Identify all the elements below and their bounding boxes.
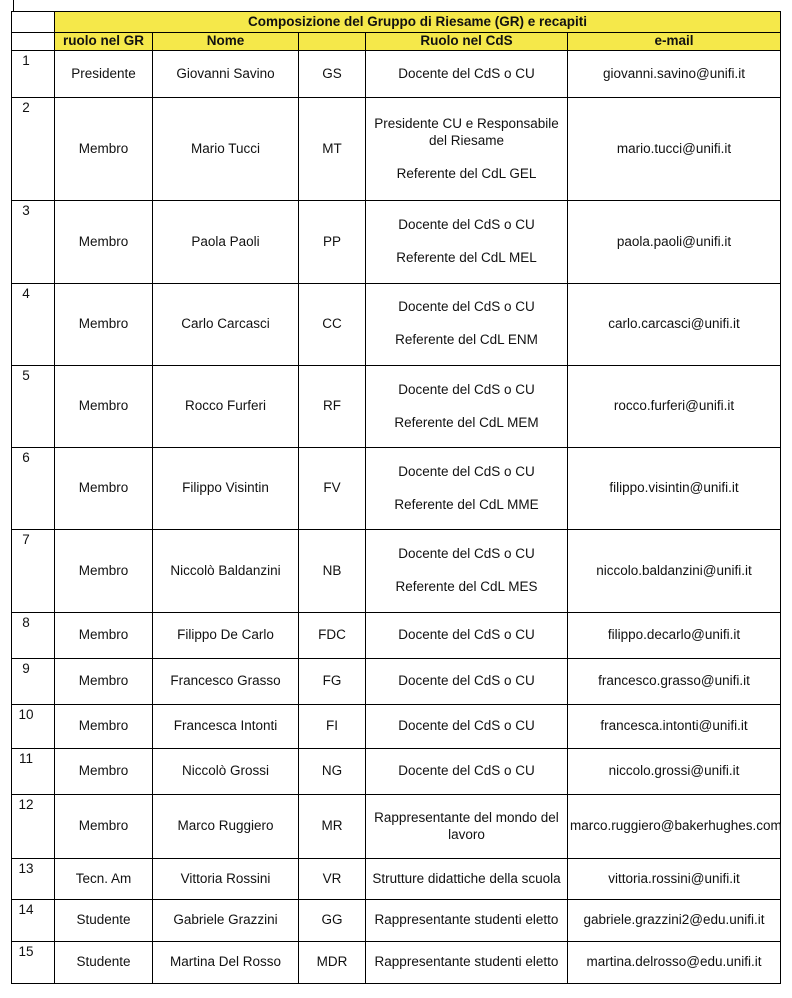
- email-cell: giovanni.savino@unifi.it: [568, 50, 781, 97]
- role-cds-line: Docente del CdS o CU: [398, 463, 535, 479]
- initials-cell: MDR: [299, 941, 366, 983]
- row-number-cell: [12, 365, 55, 447]
- role-gr-cell: Membro: [55, 201, 153, 283]
- role-cds-cell: [366, 941, 568, 983]
- initials-cell: GG: [299, 899, 366, 941]
- role-gr-cell: Membro: [55, 283, 153, 365]
- role-cds-line: Docente del CdS o CU: [398, 626, 535, 642]
- role-cds-line: Docente del CdS o CU: [398, 546, 535, 562]
- name-cell: Carlo Carcasci: [153, 283, 299, 365]
- role-cds-line: Referente del CdL GEL: [396, 165, 537, 181]
- initials-cell: NG: [299, 749, 366, 795]
- row-number: 5: [22, 367, 30, 383]
- role-gr-cell: Membro: [55, 612, 153, 658]
- role-cds-line: Docente del CdS o CU: [398, 718, 535, 734]
- header-initials: [299, 33, 366, 51]
- row-number-cell: [12, 283, 55, 365]
- role-cds-line: Referente del CdL MME: [394, 496, 539, 512]
- role-gr-cell: Tecn. Am: [55, 859, 153, 899]
- header-name: Nome: [153, 33, 299, 51]
- role-gr-cell: Membro: [55, 795, 153, 859]
- row-number-cell: [12, 899, 55, 941]
- row-number-cell: [12, 859, 55, 899]
- role-cds-line: Docente del CdS o CU: [398, 381, 535, 397]
- role-cds-line: Docente del CdS o CU: [398, 763, 535, 779]
- name-cell: Francesco Grasso: [153, 658, 299, 704]
- email-cell: carlo.carcasci@unifi.it: [568, 283, 781, 365]
- name-cell: Mario Tucci: [153, 98, 299, 201]
- table-row: [12, 859, 781, 899]
- initials-cell: MR: [299, 795, 366, 859]
- role-cds-cell: [366, 98, 568, 201]
- initials-cell: FG: [299, 658, 366, 704]
- role-cds-line: Referente del CdL MEL: [396, 250, 537, 266]
- role-gr-cell: Studente: [55, 899, 153, 941]
- row-number: 2: [22, 100, 30, 116]
- table-row: [12, 658, 781, 704]
- initials-cell: VR: [299, 859, 366, 899]
- header-role-gr: ruolo nel GR: [55, 33, 153, 51]
- name-cell: Vittoria Rossini: [153, 859, 299, 899]
- initials-cell: PP: [299, 201, 366, 283]
- table-row: [12, 530, 781, 612]
- name-cell: Martina Del Rosso: [153, 941, 299, 983]
- email-cell: niccolo.grossi@unifi.it: [568, 749, 781, 795]
- name-cell: Niccolò Baldanzini: [153, 530, 299, 612]
- row-number-cell: [12, 658, 55, 704]
- role-cds-line: Docente del CdS o CU: [398, 217, 535, 233]
- initials-cell: FI: [299, 704, 366, 748]
- role-cds-cell: [366, 50, 568, 97]
- row-number-cell: [12, 98, 55, 201]
- row-number-cell: [12, 941, 55, 983]
- role-cds-cell: [366, 795, 568, 859]
- table-row: [12, 704, 781, 748]
- name-cell: Rocco Furferi: [153, 365, 299, 447]
- email-cell: filippo.visintin@unifi.it: [568, 448, 781, 530]
- role-cds-line: Rappresentante studenti eletto: [374, 911, 559, 927]
- row-number: 10: [18, 706, 34, 722]
- row-number: 15: [18, 943, 34, 959]
- role-cds-cell: [366, 201, 568, 283]
- table-row: [12, 749, 781, 795]
- role-cds-line: Referente del CdL ENM: [395, 332, 538, 348]
- role-gr-cell: Membro: [55, 749, 153, 795]
- table-row: [12, 50, 781, 97]
- table-row: [12, 899, 781, 941]
- role-cds-cell: [366, 530, 568, 612]
- header-email: e-mail: [568, 33, 781, 51]
- role-gr-cell: Membro: [55, 448, 153, 530]
- initials-cell: FV: [299, 448, 366, 530]
- name-cell: Filippo De Carlo: [153, 612, 299, 658]
- name-cell: Giovanni Savino: [153, 50, 299, 97]
- row-number: 7: [22, 532, 30, 548]
- table-row: [12, 612, 781, 658]
- initials-cell: CC: [299, 283, 366, 365]
- role-cds-line: Referente del CdL MES: [395, 579, 538, 595]
- email-cell: filippo.decarlo@unifi.it: [568, 612, 781, 658]
- table-row: [12, 795, 781, 859]
- role-cds-line: Docente del CdS o CU: [398, 672, 535, 688]
- name-cell: Marco Ruggiero: [153, 795, 299, 859]
- row-number-cell: [12, 749, 55, 795]
- role-cds-cell: [366, 859, 568, 899]
- role-cds-line: Rappresentante studenti eletto: [374, 953, 559, 969]
- corner-cell: [12, 33, 55, 51]
- header-row: [12, 33, 781, 51]
- email-cell: martina.delrosso@edu.unifi.it: [568, 941, 781, 983]
- role-gr-cell: Membro: [55, 530, 153, 612]
- name-cell: Francesca Intonti: [153, 704, 299, 748]
- corner-cell: [12, 12, 55, 33]
- role-cds-line: Strutture didattiche della scuola: [372, 870, 561, 886]
- row-number-cell: [12, 795, 55, 859]
- text-cursor-mark: [13, 0, 14, 11]
- role-cds-line: Docente del CdS o CU: [398, 65, 535, 81]
- row-number-cell: [12, 530, 55, 612]
- email-cell: mario.tucci@unifi.it: [568, 98, 781, 201]
- role-gr-cell: Membro: [55, 704, 153, 748]
- row-number-cell: [12, 448, 55, 530]
- table-row: [12, 365, 781, 447]
- row-number: 9: [22, 660, 30, 676]
- email-cell: vittoria.rossini@unifi.it: [568, 859, 781, 899]
- role-cds-cell: [366, 283, 568, 365]
- role-cds-cell: [366, 612, 568, 658]
- role-gr-cell: Membro: [55, 658, 153, 704]
- initials-cell: MT: [299, 98, 366, 201]
- initials-cell: FDC: [299, 612, 366, 658]
- initials-cell: NB: [299, 530, 366, 612]
- row-number: 8: [22, 614, 30, 630]
- role-cds-line: Referente del CdL MEM: [394, 414, 539, 430]
- row-number: 14: [18, 901, 34, 917]
- email-cell: marco.ruggiero@bakerhughes.com: [568, 795, 781, 859]
- table-row: [12, 98, 781, 201]
- name-cell: Niccolò Grossi: [153, 749, 299, 795]
- initials-cell: GS: [299, 50, 366, 97]
- role-gr-cell: Presidente: [55, 50, 153, 97]
- review-group-table: [11, 11, 781, 984]
- table-row: [12, 201, 781, 283]
- role-cds-cell: [366, 658, 568, 704]
- row-number: 13: [18, 861, 34, 877]
- name-cell: Gabriele Grazzini: [153, 899, 299, 941]
- role-cds-line: Rappresentante del mondo del lavoro: [374, 809, 559, 842]
- row-number: 6: [22, 450, 30, 466]
- role-gr-cell: Studente: [55, 941, 153, 983]
- table-row: [12, 283, 781, 365]
- title-row: [12, 12, 781, 33]
- row-number-cell: [12, 612, 55, 658]
- row-number: 11: [18, 751, 33, 767]
- role-cds-cell: [366, 704, 568, 748]
- row-number: 1: [22, 52, 30, 68]
- role-cds-cell: [366, 448, 568, 530]
- row-number-cell: [12, 50, 55, 97]
- table-title: Composizione del Gruppo di Riesame (GR) e recapiti: [55, 12, 781, 33]
- email-cell: gabriele.grazzini2@edu.unifi.it: [568, 899, 781, 941]
- role-cds-cell: [366, 899, 568, 941]
- table-row: [12, 941, 781, 983]
- email-cell: paola.paoli@unifi.it: [568, 201, 781, 283]
- initials-cell: RF: [299, 365, 366, 447]
- email-cell: rocco.furferi@unifi.it: [568, 365, 781, 447]
- row-number: 12: [18, 797, 34, 813]
- role-cds-line: Presidente CU e Responsabile del Riesame: [374, 115, 559, 148]
- email-cell: francesca.intonti@unifi.it: [568, 704, 781, 748]
- row-number-cell: [12, 201, 55, 283]
- row-number: 4: [22, 285, 30, 301]
- row-number: 3: [22, 203, 30, 219]
- email-cell: francesco.grasso@unifi.it: [568, 658, 781, 704]
- role-gr-cell: Membro: [55, 365, 153, 447]
- name-cell: Filippo Visintin: [153, 448, 299, 530]
- row-number-cell: [12, 704, 55, 748]
- role-cds-cell: [366, 365, 568, 447]
- name-cell: Paola Paoli: [153, 201, 299, 283]
- email-cell: niccolo.baldanzini@unifi.it: [568, 530, 781, 612]
- role-cds-cell: [366, 749, 568, 795]
- role-cds-line: Docente del CdS o CU: [398, 299, 535, 315]
- table-row: [12, 448, 781, 530]
- role-gr-cell: Membro: [55, 98, 153, 201]
- header-role-cds: Ruolo nel CdS: [366, 33, 568, 51]
